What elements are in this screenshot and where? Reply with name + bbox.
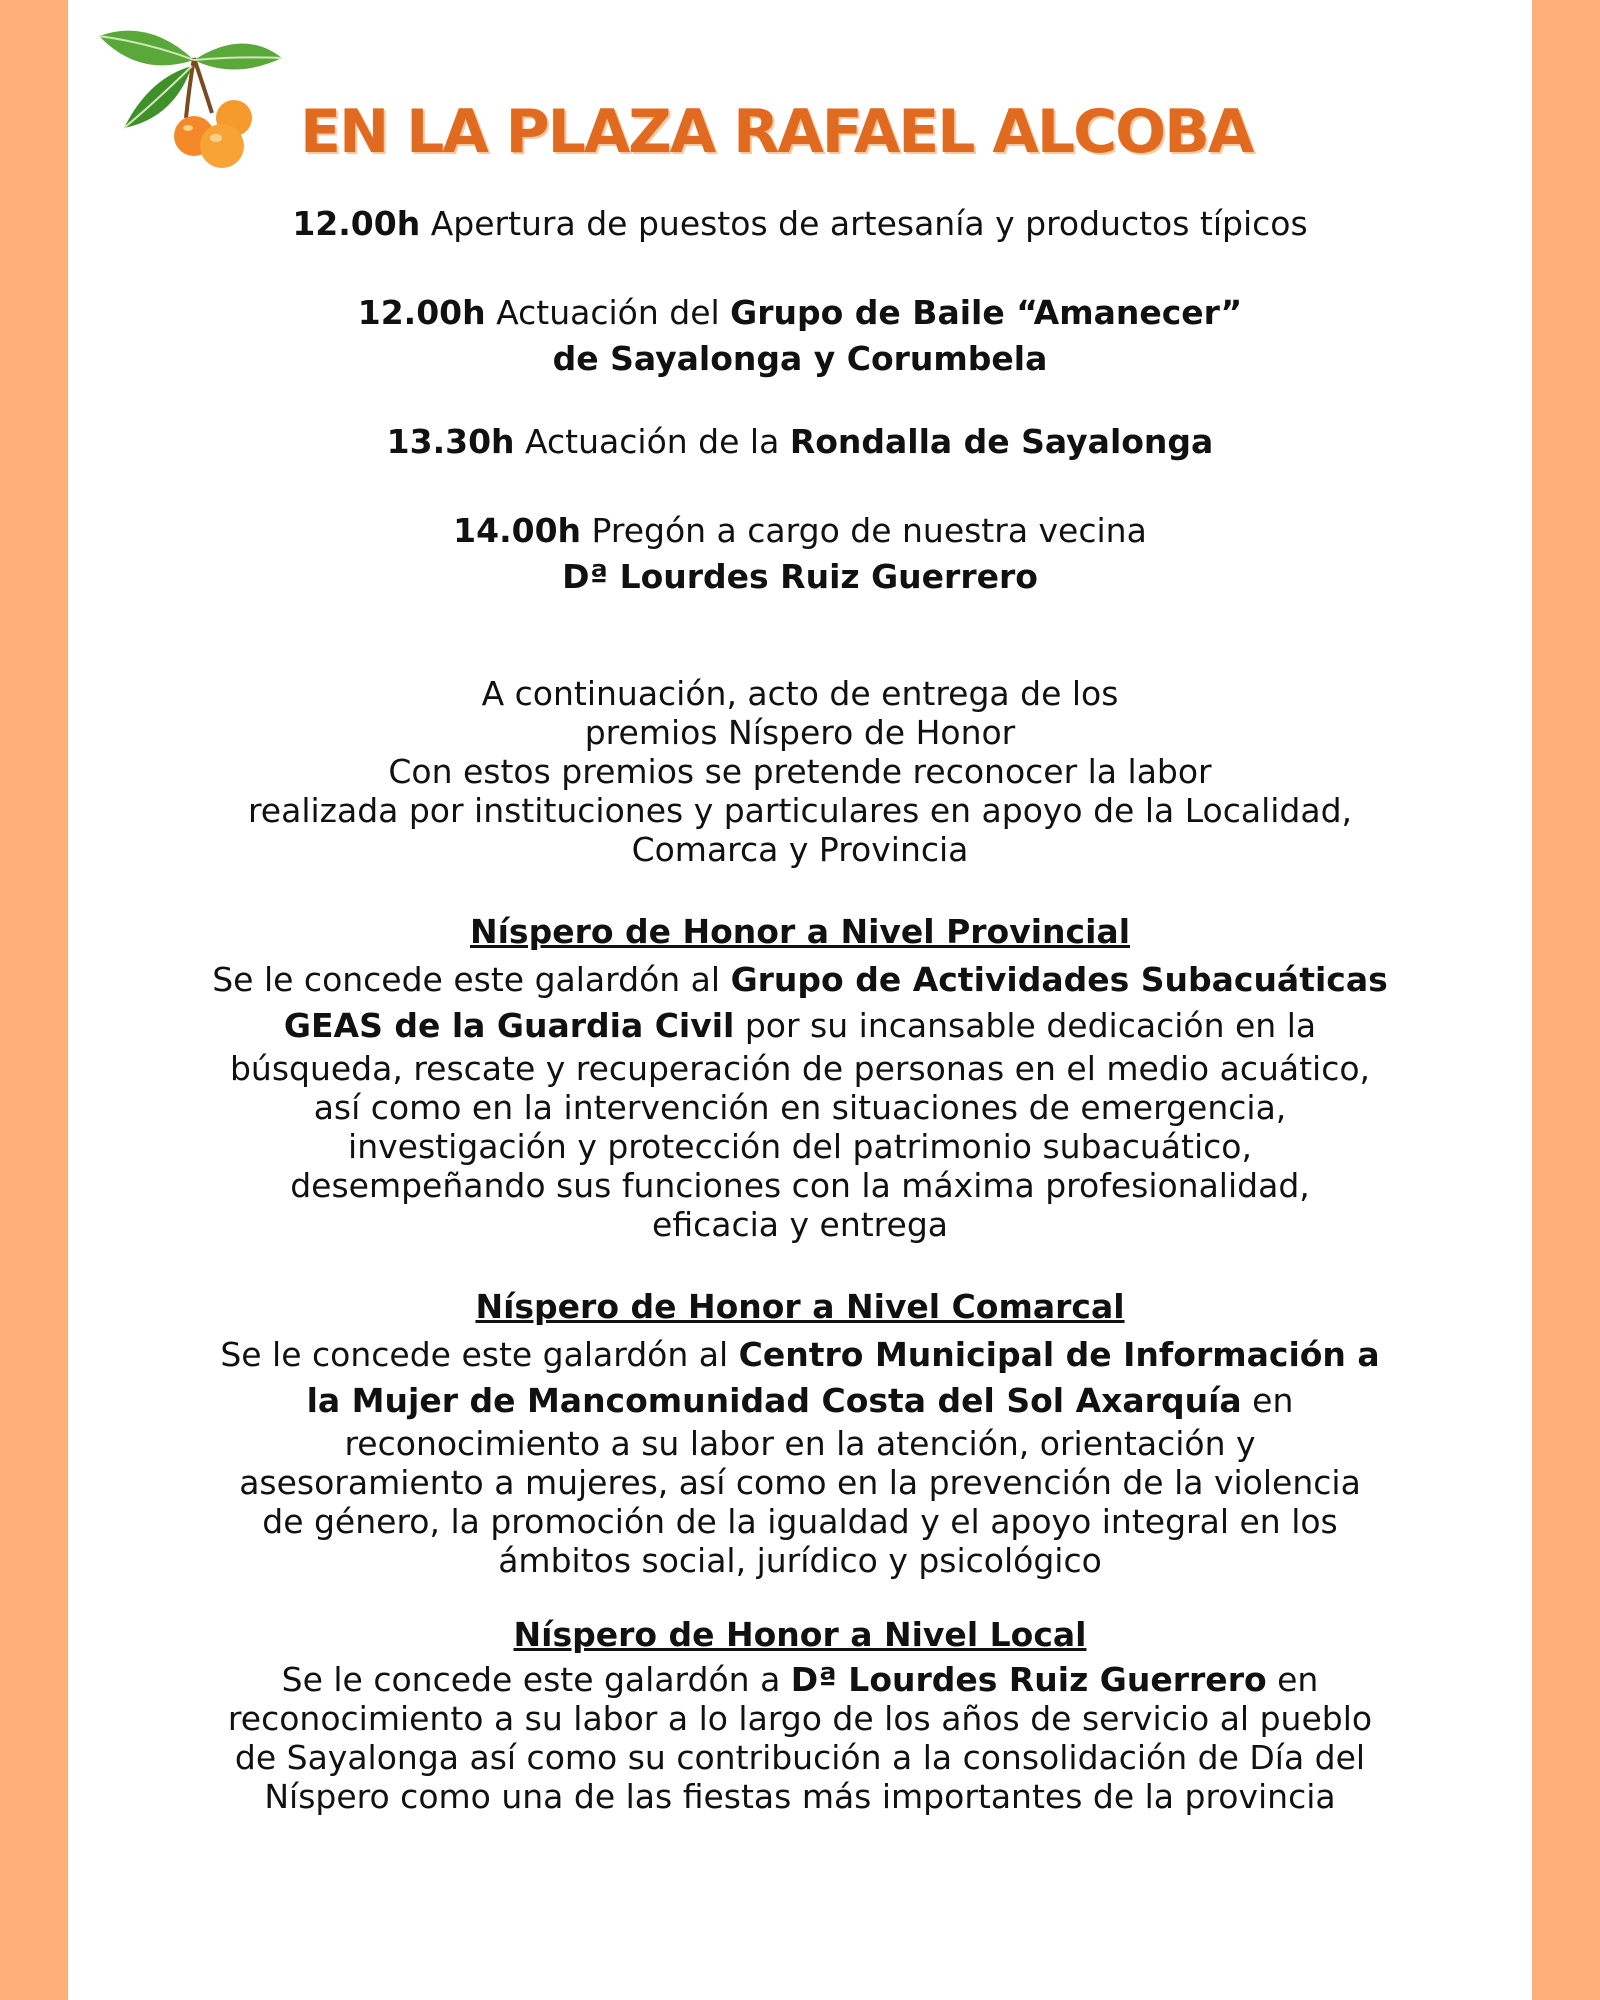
award-line: reconocimiento a su labor en la atención, orientación y: [344, 1424, 1256, 1463]
schedule-item: [68, 508, 1532, 600]
intro-line: premios Níspero de Honor: [584, 713, 1016, 752]
intro-line: Con estos premios se pretende reconocer la labor: [388, 752, 1212, 791]
award-line: [68, 1660, 1532, 1699]
award-line: desempeñando sus funciones con la máxima profesionalidad,: [290, 1166, 1310, 1205]
intro-line: Comarca y Provincia: [631, 830, 969, 869]
schedule-performer: Grupo de Baile “Amanecer”: [730, 293, 1243, 332]
award-line: reconocimiento a su labor a lo largo de los años de servicio al pueblo: [227, 1699, 1373, 1738]
schedule-time: 14.00h: [453, 511, 582, 550]
awards-intro: [68, 674, 1532, 869]
award-line: de género, la promoción de la igualdad y el apoyo integral en los: [262, 1502, 1338, 1541]
page-title: EN LA PLAZA RAFAEL ALCOBA: [300, 97, 1253, 167]
schedule-text: Actuación del: [496, 293, 720, 332]
schedule-item: [68, 204, 1532, 244]
award-line: [68, 1378, 1532, 1424]
award-line: [68, 957, 1532, 1003]
award-line: [68, 1332, 1532, 1378]
award-line: Níspero como una de las fiestas más importantes de la provincia: [264, 1777, 1336, 1816]
award-line: así como en la intervención en situaciones de emergencia,: [313, 1088, 1287, 1127]
schedule-time: 13.30h: [386, 422, 515, 461]
award-provincial: [68, 912, 1532, 1244]
award-line: búsqueda, rescate y recuperación de personas en el medio acuático,: [229, 1049, 1371, 1088]
award-recipient: la Mujer de Mancomunidad Costa del Sol Axarquía: [306, 1381, 1242, 1420]
schedule-time: 12.00h: [292, 204, 421, 243]
award-recipient: Grupo de Actividades Subacuáticas: [730, 960, 1388, 999]
award-line: eficacia y entrega: [652, 1205, 948, 1244]
schedule-performer-origin: de Sayalonga y Corumbela: [552, 339, 1048, 378]
schedule-text: Apertura de puestos de artesanía y productos típicos: [430, 204, 1308, 243]
award-heading: Níspero de Honor a Nivel Comarcal: [475, 1287, 1125, 1326]
award-text: Se le concede este galardón al: [212, 960, 731, 999]
schedule-text: Pregón a cargo de nuestra vecina: [591, 511, 1147, 550]
award-recipient: GEAS de la Guardia Civil: [283, 1006, 735, 1045]
award-text: Se le concede este galardón al: [220, 1335, 739, 1374]
award-local: [68, 1615, 1532, 1816]
award-line: ámbitos social, jurídico y psicológico: [498, 1541, 1102, 1580]
award-text: en: [1241, 1381, 1294, 1420]
award-text: Se le concede este galardón a: [281, 1660, 791, 1699]
schedule-time: 12.00h: [357, 293, 486, 332]
schedule-item: [68, 290, 1532, 382]
schedule-speaker: Dª Lourdes Ruiz Guerrero: [562, 557, 1038, 596]
intro-line: A continuación, acto de entrega de los: [481, 674, 1119, 713]
schedule-text: Actuación de la: [525, 422, 780, 461]
schedule-performer: Rondalla de Sayalonga: [789, 422, 1214, 461]
award-text: en: [1266, 1660, 1319, 1699]
award-heading: Níspero de Honor a Nivel Local: [513, 1615, 1087, 1654]
award-heading: Níspero de Honor a Nivel Provincial: [470, 912, 1130, 951]
award-line: asesoramiento a mujeres, así como en la prevención de la violencia: [239, 1463, 1361, 1502]
left-border: [0, 0, 68, 2000]
award-line: investigación y protección del patrimonio subacuático,: [348, 1127, 1252, 1166]
award-recipient: Centro Municipal de Información a: [738, 1335, 1380, 1374]
award-text: por su incansable dedicación en la: [734, 1006, 1317, 1045]
schedule-item: [68, 422, 1532, 462]
award-recipient: Dª Lourdes Ruiz Guerrero: [790, 1660, 1267, 1699]
intro-line: realizada por instituciones y particulares en apoyo de la Localidad,: [247, 791, 1353, 830]
loquat-fruit-icon: [94, 18, 294, 178]
award-line: de Sayalonga así como su contribución a la consolidación de Día del: [234, 1738, 1366, 1777]
award-line: [68, 1003, 1532, 1049]
right-border: [1532, 0, 1600, 2000]
award-comarcal: [68, 1287, 1532, 1580]
